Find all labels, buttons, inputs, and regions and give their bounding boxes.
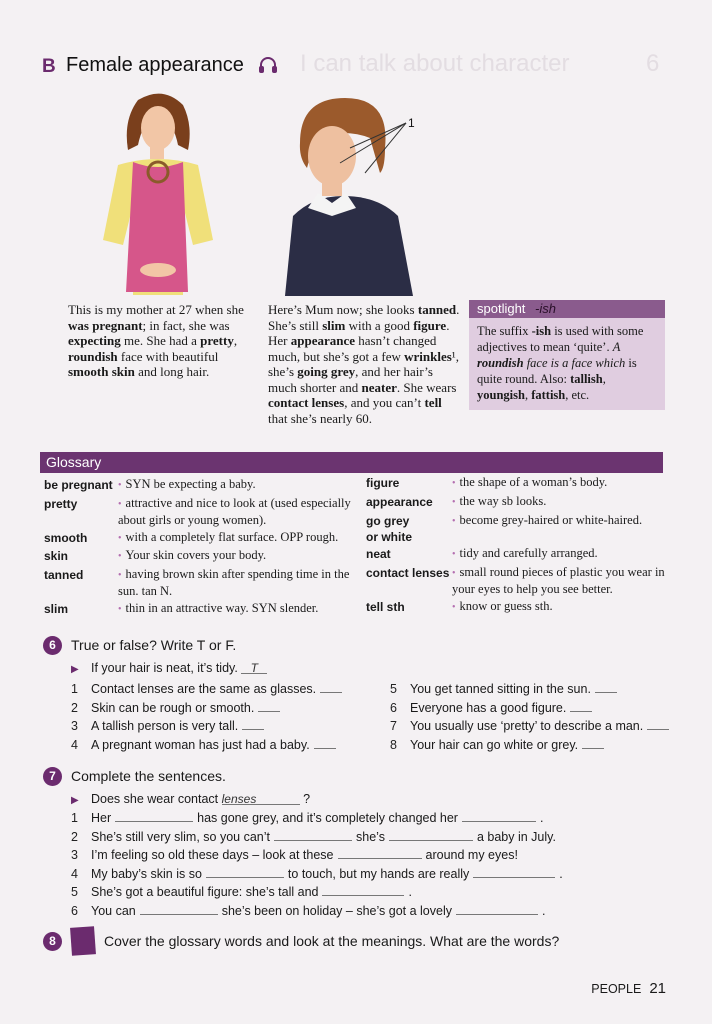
glossary-definition: • the way sb looks. (452, 494, 672, 511)
text-run: face with beautiful (117, 348, 219, 364)
item-text: A tallish person is very tall. (91, 719, 239, 733)
answer-blank[interactable] (473, 865, 555, 878)
glossary-definition: • thin in an attractive way. SYN slender. (118, 601, 354, 618)
text-run: that she’s nearly 60. (268, 410, 372, 426)
spotlight-label: spotlight (477, 301, 526, 316)
glossary-term: skin (44, 549, 69, 563)
answer-blank[interactable] (320, 680, 342, 693)
text-run: fattish (531, 388, 566, 402)
exercise-6-item (390, 736, 604, 752)
example-arrow-icon: ▶ (71, 795, 79, 806)
glossary-term: figure (366, 476, 400, 490)
item-number: 4 (71, 866, 78, 881)
glossary-definition: • attractive and nice to look at (used especially about girls or young women). (118, 496, 354, 528)
exercise-8-title: Cover the glossary words and look at the meanings. What are the words? (104, 933, 560, 949)
text-run: and long hair. (134, 364, 210, 379)
item-number: 1 (71, 682, 78, 696)
item-number: 6 (390, 700, 397, 715)
answer-blank[interactable] (595, 680, 617, 693)
glossary-term: appearance (366, 495, 433, 509)
answer-blank[interactable] (570, 699, 592, 712)
exercise-7-item (71, 809, 543, 825)
glossary-definition: • Your skin covers your body. (118, 548, 354, 565)
exercise-7-number: 7 (43, 767, 62, 786)
glossary-term: pretty (44, 497, 78, 511)
exercise-7-example-end: ? (303, 792, 311, 806)
text-run: face is a face which (523, 356, 626, 370)
text-run: . Her (268, 317, 450, 348)
caption-mum-now (268, 302, 464, 426)
exercise-6-number: 6 (43, 636, 62, 655)
item-number: 6 (71, 904, 78, 918)
exercise-6-example-answer-field[interactable] (241, 661, 267, 674)
headphones-icon[interactable] (257, 54, 279, 76)
item-text: Everyone has a good figure. (410, 700, 567, 715)
text-run: -ish (531, 324, 552, 338)
answer-blank[interactable] (462, 809, 536, 822)
exercise-6-item (71, 680, 342, 696)
text-run: going grey (297, 364, 356, 379)
text-run: tallish (570, 372, 603, 386)
text-run: , (602, 372, 606, 386)
text-run: . She wears (396, 379, 457, 395)
exercise-7-example (71, 792, 310, 806)
glossary-definition: • SYN be expecting a baby. (118, 477, 354, 494)
glossary-term: be pregnant (44, 478, 113, 492)
exercise-7-title: Complete the sentences. (71, 768, 226, 784)
item-number: 3 (71, 848, 78, 863)
text-run: , (233, 333, 238, 348)
answer-blank[interactable] (206, 865, 284, 878)
text-run: tell (424, 395, 442, 410)
text-run: , (524, 388, 532, 402)
exercise-7-item (71, 902, 545, 918)
item-text: Your hair can go white or grey. (410, 737, 579, 752)
item-text: You get tanned sitting in the sun. (410, 682, 591, 696)
answer-blank[interactable] (115, 809, 193, 822)
item-number: 5 (390, 682, 397, 696)
glossary-term: tanned (44, 568, 84, 582)
item-text: has gone grey, and it’s completely changed her (197, 811, 458, 825)
glossary-definition: • know or guess sth. (452, 599, 672, 616)
item-text: You can (91, 904, 136, 918)
cover-card-icon (70, 926, 96, 956)
text-run: was pregnant (68, 317, 143, 333)
exercise-6-item (390, 717, 669, 733)
exercise-8-number: 8 (43, 932, 62, 951)
answer-blank[interactable] (314, 736, 336, 749)
glossary-term: slim (44, 602, 69, 616)
item-text: . (539, 811, 544, 825)
exercise-6-item (71, 717, 264, 733)
glossary-term: neat (366, 547, 391, 561)
answer-blank[interactable] (338, 846, 422, 859)
text-run: figure (413, 317, 447, 333)
answer-blank[interactable] (456, 902, 538, 915)
answer-blank[interactable] (258, 699, 280, 712)
text-run: wrinkles (404, 348, 452, 364)
item-number: 2 (71, 829, 78, 844)
text-run: Here’s Mum now; she looks (268, 302, 418, 317)
item-text: . (408, 885, 412, 900)
text-run: contact lenses (268, 395, 345, 410)
answer-blank[interactable] (322, 883, 404, 896)
exercise-7-item (71, 846, 518, 862)
example-arrow-icon: ▶ (71, 664, 79, 675)
ghost-page-number: 6 (646, 50, 660, 77)
exercise-7-example-answer-field[interactable] (222, 792, 300, 805)
text-run: , and her hair’s much shorter and (268, 364, 433, 395)
answer-blank[interactable] (647, 717, 669, 730)
item-text: My baby’s skin is so (91, 866, 202, 881)
glossary-definition: • become grey-haired or white-haired. (452, 513, 672, 530)
item-text: she’s (356, 829, 385, 844)
wrinkles-pointer-label: 1 (408, 116, 415, 130)
glossary-header: Glossary (40, 452, 663, 473)
page-number: 21 (649, 980, 666, 997)
exercise-7-item (71, 828, 556, 844)
item-text: Her (91, 811, 112, 825)
text-run: tanned (417, 302, 457, 317)
ghost-page-title: I can talk about character (300, 50, 570, 77)
item-text: You usually use ‘pretty’ to describe a man. (410, 719, 644, 733)
glossary-definition: • with a completely flat surface. OPP rough. (118, 530, 354, 547)
text-run: expecting (68, 333, 121, 348)
text-run: A (612, 340, 621, 354)
young-mother-illustration (78, 90, 228, 295)
text-run: appearance (290, 333, 356, 348)
item-text: around my eyes! (425, 848, 518, 863)
item-number: 4 (71, 737, 78, 752)
mum-now-illustration (280, 98, 440, 296)
spotlight-header (469, 300, 665, 318)
glossary-term: tell sth (366, 600, 405, 614)
text-run: The suffix (477, 324, 532, 338)
text-run: youngish (477, 388, 525, 402)
section-letter: B (42, 56, 56, 77)
spotlight-body (469, 318, 665, 408)
item-text: She’s got a beautiful figure: she’s tall and (91, 885, 319, 900)
exercise-6-item (71, 736, 336, 752)
exercise-6-title: True or false? Write T or F. (71, 637, 237, 653)
glossary-term: contact lenses (366, 566, 450, 580)
text-run: is quite round. Also: (477, 356, 637, 386)
page-footer (591, 980, 666, 997)
exercise-7-item (71, 865, 563, 881)
glossary-term: smooth (44, 531, 88, 545)
exercise-6-example-text: If your hair is neat, it’s tidy. (91, 661, 238, 675)
answer-blank[interactable] (242, 717, 264, 730)
answer-blank[interactable] (274, 828, 352, 841)
text-run: roundish (477, 356, 524, 370)
text-run: neater (361, 379, 397, 395)
section-title: Female appearance (66, 54, 244, 76)
item-number: 2 (71, 700, 78, 715)
exercise-6-item (390, 699, 592, 715)
exercise-7-example-answer: lenses (221, 792, 257, 806)
item-text: to touch, but my hands are really (287, 866, 470, 881)
text-run: me. She had a (120, 333, 201, 348)
item-text: . (559, 866, 563, 881)
item-text: Contact lenses are the same as glasses. (91, 682, 317, 696)
exercise-7-item (71, 883, 412, 899)
exercise-6-example-answer: T (250, 661, 258, 675)
item-number: 8 (390, 737, 397, 752)
caption-young-mother (68, 302, 248, 380)
spotlight-box (469, 300, 665, 410)
text-run: . She’s still (268, 302, 460, 333)
glossary-definition: • having brown skin after spending time in the sun. tan N. (118, 567, 354, 599)
exercise-7-example-text: Does she wear contact (91, 792, 219, 806)
text-run: pretty (200, 333, 234, 348)
item-number: 7 (390, 719, 397, 733)
text-run: smooth skin (68, 364, 135, 379)
answer-blank[interactable] (582, 736, 604, 749)
glossary-definition: • the shape of a woman’s body. (452, 475, 672, 492)
glossary-definition: • tidy and carefully arranged. (452, 546, 672, 563)
item-text: a baby in July. (476, 829, 556, 844)
spotlight-topic: -ish (535, 301, 556, 316)
text-run: This is my mother at 27 when she (68, 302, 244, 317)
glossary-term: or white (366, 530, 413, 544)
answer-blank[interactable] (389, 828, 473, 841)
glossary-term: go grey (366, 514, 410, 528)
text-run: slim (322, 317, 346, 333)
text-run: ¹, she’s (268, 348, 459, 379)
text-run: is used with some adjectives to mean ‘quite’. (477, 324, 644, 354)
text-run: roundish (68, 348, 118, 364)
item-text: I’m feeling so old these days – look at these (91, 848, 334, 863)
glossary-definition: • small round pieces of plastic you wear in your eyes to help you see better. (452, 565, 672, 597)
text-run: , etc. (565, 388, 590, 402)
item-text: . (542, 904, 546, 918)
item-text: Skin can be rough or smooth. (91, 700, 255, 715)
item-number: 1 (71, 811, 78, 825)
answer-blank[interactable] (140, 902, 218, 915)
text-run: , and you can’t (344, 395, 425, 410)
item-number: 3 (71, 719, 78, 733)
exercise-6-item (71, 699, 280, 715)
item-text: She’s still very slim, so you can’t (91, 829, 270, 844)
item-text: A pregnant woman has just had a baby. (91, 737, 310, 752)
text-run: ; in fact, she was (142, 317, 230, 333)
exercise-6-item (390, 680, 617, 696)
item-number: 5 (71, 885, 78, 900)
text-run: with a good (345, 317, 414, 333)
footer-section: PEOPLE (591, 982, 642, 996)
text-run: hasn’t changed much, but she’s got a few (268, 333, 437, 364)
exercise-6-example (71, 661, 267, 675)
item-text: she’s been on holiday – she’s got a lovely (221, 904, 452, 918)
